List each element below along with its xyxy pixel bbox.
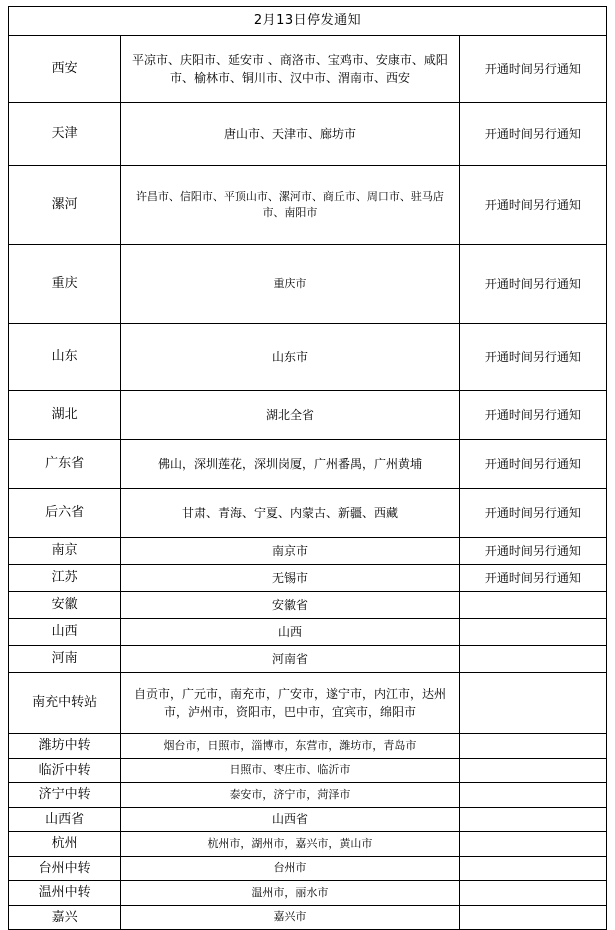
- table-row: [9, 783, 607, 808]
- notice-rows: [9, 36, 607, 930]
- status-cell: 开通时间另行通知: [459, 565, 606, 592]
- region-cell: 南京: [9, 538, 121, 565]
- region-cell: 河南: [9, 646, 121, 673]
- region-cell: 山西: [9, 619, 121, 646]
- region-cell: 杭州: [9, 832, 121, 857]
- table-row: [9, 619, 607, 646]
- table-row: [9, 391, 607, 440]
- status-cell: [459, 592, 606, 619]
- region-cell: 山西省: [9, 807, 121, 832]
- table-row: [9, 905, 607, 930]
- cities-cell: 泰安市，济宁市，菏泽市: [121, 783, 460, 808]
- table-row: [9, 856, 607, 881]
- table-title-row: [9, 7, 607, 36]
- status-cell: [459, 758, 606, 783]
- table-row: [9, 646, 607, 673]
- cities-cell: 温州市，丽水市: [121, 881, 460, 906]
- cities-cell: 烟台市，日照市，淄博市，东营市，潍坊市，青岛市: [121, 734, 460, 759]
- region-cell: 江苏: [9, 565, 121, 592]
- status-cell: 开通时间另行通知: [459, 103, 606, 166]
- page-title: 2月13日停发通知: [9, 7, 607, 36]
- region-cell: 济宁中转: [9, 783, 121, 808]
- table-row: [9, 440, 607, 489]
- cities-cell: 嘉兴市: [121, 905, 460, 930]
- table-row: [9, 36, 607, 103]
- cities-cell: 山东市: [121, 324, 460, 391]
- table-row: [9, 565, 607, 592]
- table-row: [9, 592, 607, 619]
- status-cell: [459, 673, 606, 734]
- cities-cell: 安徽省: [121, 592, 460, 619]
- region-cell: 山东: [9, 324, 121, 391]
- region-cell: 温州中转: [9, 881, 121, 906]
- cities-cell: 佛山，深圳莲花，深圳岗厦，广州番禺，广州黄埔: [121, 440, 460, 489]
- table-row: [9, 489, 607, 538]
- region-cell: 台州中转: [9, 856, 121, 881]
- cities-cell: 平凉市、庆阳市、延安市 、商洛市、宝鸡市、安康市、咸阳市、榆林市、铜川市、汉中市、渭南市、西安: [121, 36, 460, 103]
- status-cell: [459, 881, 606, 906]
- table-row: [9, 324, 607, 391]
- status-cell: [459, 783, 606, 808]
- region-cell: 广东省: [9, 440, 121, 489]
- cities-cell: 杭州市，湖州市，嘉兴市，黄山市: [121, 832, 460, 857]
- table-row: [9, 758, 607, 783]
- region-cell: 重庆: [9, 245, 121, 324]
- cities-cell: 山西: [121, 619, 460, 646]
- cities-cell: 自贡市，广元市，南充市，广安市，遂宁市，内江市，达州市，泸州市，资阳市，巴中市，宜宾市，绵阳市: [121, 673, 460, 734]
- status-cell: [459, 832, 606, 857]
- table-row: [9, 538, 607, 565]
- cities-cell: 山西省: [121, 807, 460, 832]
- cities-cell: 日照市、枣庄市、临沂市: [121, 758, 460, 783]
- status-cell: [459, 905, 606, 930]
- cities-cell: 甘肃、青海、宁夏、内蒙古、新疆、西藏: [121, 489, 460, 538]
- status-cell: [459, 856, 606, 881]
- table-row: [9, 881, 607, 906]
- status-cell: 开通时间另行通知: [459, 245, 606, 324]
- region-cell: 后六省: [9, 489, 121, 538]
- table-row: [9, 245, 607, 324]
- status-cell: [459, 646, 606, 673]
- status-cell: [459, 807, 606, 832]
- cities-cell: 台州市: [121, 856, 460, 881]
- status-cell: 开通时间另行通知: [459, 440, 606, 489]
- cities-cell: 许昌市、信阳市、平顶山市、漯河市、商丘市、周口市、驻马店市、南阳市: [121, 166, 460, 245]
- region-cell: 天津: [9, 103, 121, 166]
- cities-cell: 湖北全省: [121, 391, 460, 440]
- table-body: [9, 7, 607, 36]
- status-cell: 开通时间另行通知: [459, 36, 606, 103]
- status-cell: [459, 734, 606, 759]
- region-cell: 西安: [9, 36, 121, 103]
- status-cell: 开通时间另行通知: [459, 538, 606, 565]
- cities-cell: 河南省: [121, 646, 460, 673]
- table-row: [9, 166, 607, 245]
- table-row: [9, 103, 607, 166]
- cities-cell: 唐山市、天津市、廊坊市: [121, 103, 460, 166]
- status-cell: [459, 619, 606, 646]
- region-cell: 潍坊中转: [9, 734, 121, 759]
- status-cell: 开通时间另行通知: [459, 324, 606, 391]
- status-cell: 开通时间另行通知: [459, 391, 606, 440]
- region-cell: 南充中转站: [9, 673, 121, 734]
- cities-cell: 南京市: [121, 538, 460, 565]
- region-cell: 湖北: [9, 391, 121, 440]
- table-row: [9, 673, 607, 734]
- status-cell: 开通时间另行通知: [459, 166, 606, 245]
- region-cell: 安徽: [9, 592, 121, 619]
- table-row: [9, 734, 607, 759]
- table-row: [9, 832, 607, 857]
- status-cell: 开通时间另行通知: [459, 489, 606, 538]
- cities-cell: 无锡市: [121, 565, 460, 592]
- region-cell: 临沂中转: [9, 758, 121, 783]
- table-row: [9, 807, 607, 832]
- region-cell: 嘉兴: [9, 905, 121, 930]
- stop-delivery-notice-table: [8, 6, 607, 930]
- cities-cell: 重庆市: [121, 245, 460, 324]
- region-cell: 漯河: [9, 166, 121, 245]
